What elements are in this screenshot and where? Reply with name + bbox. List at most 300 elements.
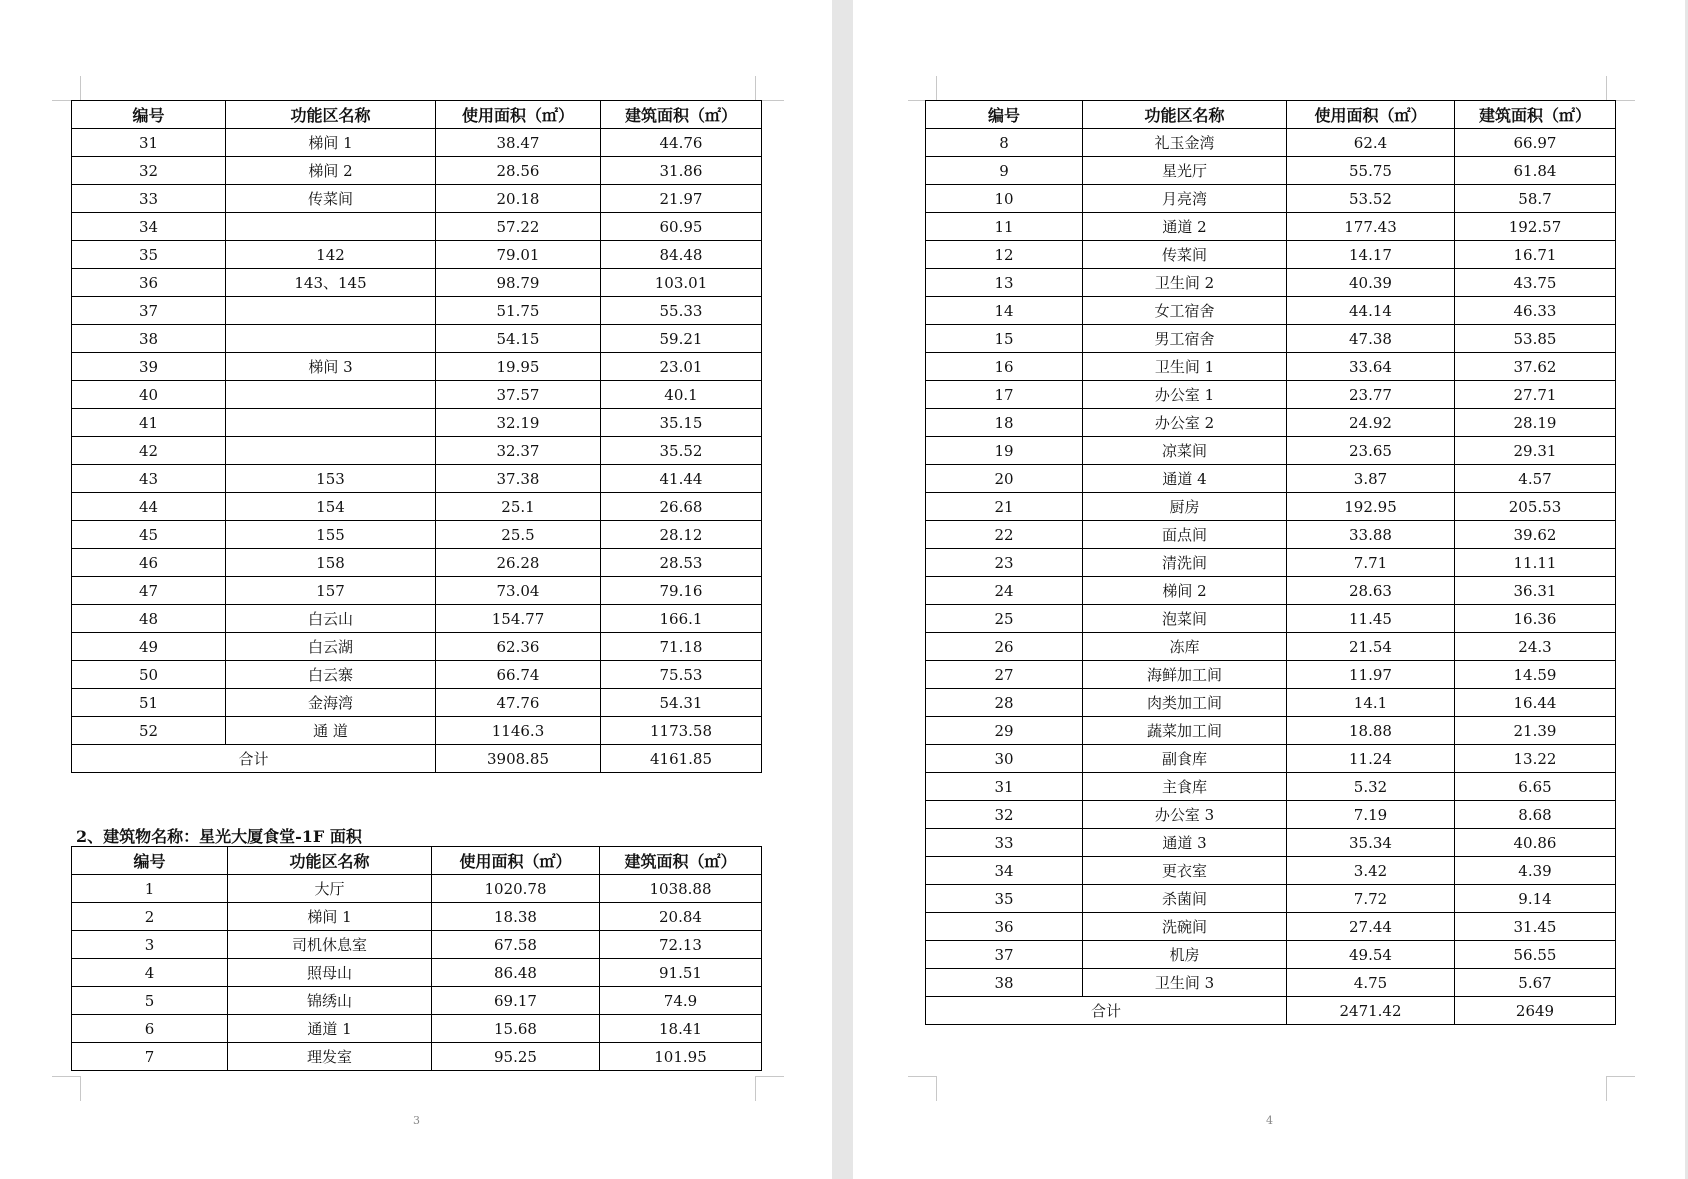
header-building-area: 建筑面积（㎡）	[600, 847, 762, 875]
row-id: 43	[72, 465, 226, 493]
row-function-area	[226, 381, 436, 409]
table-row	[926, 129, 1616, 157]
table-row	[72, 157, 762, 185]
row-building-area: 101.95	[600, 1043, 762, 1071]
row-id: 36	[72, 269, 226, 297]
row-id: 8	[926, 129, 1083, 157]
row-id: 41	[72, 409, 226, 437]
page-number: 4	[1266, 1114, 1273, 1127]
row-id: 35	[72, 241, 226, 269]
row-building-area: 28.12	[601, 521, 762, 549]
row-id: 50	[72, 661, 226, 689]
row-function-area: 白云寨	[226, 661, 436, 689]
table-row	[926, 913, 1616, 941]
row-usable-area: 21.54	[1287, 633, 1455, 661]
row-id: 40	[72, 381, 226, 409]
row-building-area: 39.62	[1455, 521, 1616, 549]
table-row	[926, 689, 1616, 717]
row-building-area: 59.21	[601, 325, 762, 353]
margin-mark-bottom-left	[52, 1076, 81, 1101]
row-usable-area: 95.25	[432, 1043, 600, 1071]
row-usable-area: 3.87	[1287, 465, 1455, 493]
row-id: 15	[926, 325, 1083, 353]
row-id: 13	[926, 269, 1083, 297]
row-function-area: 卫生间 2	[1083, 269, 1287, 297]
row-function-area: 泡菜间	[1083, 605, 1287, 633]
table-row	[926, 381, 1616, 409]
row-function-area: 厨房	[1083, 493, 1287, 521]
row-id: 48	[72, 605, 226, 633]
margin-mark-top-left	[908, 76, 937, 101]
row-building-area: 18.41	[600, 1015, 762, 1043]
row-id: 49	[72, 633, 226, 661]
row-function-area: 杀菌间	[1083, 885, 1287, 913]
row-function-area: 司机休息室	[228, 931, 432, 959]
row-building-area: 58.7	[1455, 185, 1616, 213]
row-id: 23	[926, 549, 1083, 577]
row-usable-area: 40.39	[1287, 269, 1455, 297]
row-usable-area: 28.56	[436, 157, 601, 185]
row-usable-area: 47.76	[436, 689, 601, 717]
row-id: 12	[926, 241, 1083, 269]
document-page-4	[853, 0, 1685, 1179]
row-usable-area: 3.42	[1287, 857, 1455, 885]
table-row	[72, 959, 762, 987]
row-id: 44	[72, 493, 226, 521]
row-id: 42	[72, 437, 226, 465]
row-building-area: 205.53	[1455, 493, 1616, 521]
table-row	[926, 717, 1616, 745]
row-function-area: 男工宿舍	[1083, 325, 1287, 353]
row-function-area: 理发室	[228, 1043, 432, 1071]
table-row	[926, 773, 1616, 801]
row-usable-area: 25.5	[436, 521, 601, 549]
row-id: 51	[72, 689, 226, 717]
total-row	[72, 745, 762, 773]
table-row	[926, 465, 1616, 493]
row-building-area: 66.97	[1455, 129, 1616, 157]
row-usable-area: 66.74	[436, 661, 601, 689]
row-building-area: 21.39	[1455, 717, 1616, 745]
table-row	[72, 521, 762, 549]
area-table-page4	[925, 100, 1616, 1025]
table-row	[926, 633, 1616, 661]
row-building-area: 28.53	[601, 549, 762, 577]
row-usable-area: 1020.78	[432, 875, 600, 903]
row-building-area: 84.48	[601, 241, 762, 269]
row-usable-area: 7.71	[1287, 549, 1455, 577]
row-usable-area: 51.75	[436, 297, 601, 325]
row-function-area	[226, 213, 436, 241]
header-function-area: 功能区名称	[228, 847, 432, 875]
row-id: 16	[926, 353, 1083, 381]
table-header-row	[926, 101, 1616, 129]
row-usable-area: 67.58	[432, 931, 600, 959]
row-usable-area: 62.36	[436, 633, 601, 661]
row-function-area: 大厅	[228, 875, 432, 903]
row-function-area: 通 道	[226, 717, 436, 745]
row-function-area: 白云湖	[226, 633, 436, 661]
table-row	[72, 717, 762, 745]
row-function-area	[226, 437, 436, 465]
row-building-area: 60.95	[601, 213, 762, 241]
table-row	[72, 1015, 762, 1043]
margin-mark-bottom-left	[908, 1076, 937, 1101]
row-function-area: 锦绣山	[228, 987, 432, 1015]
row-function-area	[226, 297, 436, 325]
row-function-area: 办公室 3	[1083, 801, 1287, 829]
table-row	[72, 1043, 762, 1071]
row-id: 47	[72, 577, 226, 605]
header-id: 编号	[72, 101, 226, 129]
row-function-area	[226, 325, 436, 353]
row-building-area: 5.67	[1455, 969, 1616, 997]
row-usable-area: 25.1	[436, 493, 601, 521]
row-function-area: 梯间 1	[226, 129, 436, 157]
row-id: 46	[72, 549, 226, 577]
row-building-area: 1173.58	[601, 717, 762, 745]
row-id: 10	[926, 185, 1083, 213]
row-usable-area: 73.04	[436, 577, 601, 605]
row-building-area: 37.62	[1455, 353, 1616, 381]
row-function-area: 梯间 2	[226, 157, 436, 185]
row-id: 29	[926, 717, 1083, 745]
row-usable-area: 86.48	[432, 959, 600, 987]
row-id: 18	[926, 409, 1083, 437]
margin-mark-top-right	[755, 76, 784, 101]
area-table-continued	[71, 100, 762, 773]
row-usable-area: 32.37	[436, 437, 601, 465]
row-building-area: 36.31	[1455, 577, 1616, 605]
row-usable-area: 54.15	[436, 325, 601, 353]
header-building-area: 建筑面积（㎡）	[601, 101, 762, 129]
row-building-area: 4.39	[1455, 857, 1616, 885]
row-function-area: 154	[226, 493, 436, 521]
total-row	[926, 997, 1616, 1025]
row-building-area: 23.01	[601, 353, 762, 381]
row-id: 34	[72, 213, 226, 241]
table-row	[926, 269, 1616, 297]
row-building-area: 11.11	[1455, 549, 1616, 577]
row-building-area: 35.52	[601, 437, 762, 465]
row-usable-area: 14.17	[1287, 241, 1455, 269]
row-building-area: 4.57	[1455, 465, 1616, 493]
row-id: 6	[72, 1015, 228, 1043]
row-building-area: 31.86	[601, 157, 762, 185]
table-header-row	[72, 101, 762, 129]
row-id: 34	[926, 857, 1083, 885]
row-function-area: 主食库	[1083, 773, 1287, 801]
table-row	[926, 213, 1616, 241]
row-building-area: 13.22	[1455, 745, 1616, 773]
row-usable-area: 38.47	[436, 129, 601, 157]
table-row	[926, 577, 1616, 605]
row-id: 31	[72, 129, 226, 157]
row-function-area: 清洗间	[1083, 549, 1287, 577]
row-id: 19	[926, 437, 1083, 465]
header-function-area: 功能区名称	[1083, 101, 1287, 129]
row-id: 1	[72, 875, 228, 903]
row-building-area: 26.68	[601, 493, 762, 521]
row-building-area: 28.19	[1455, 409, 1616, 437]
area-table-1f	[71, 846, 762, 1071]
table-row	[926, 297, 1616, 325]
row-building-area: 46.33	[1455, 297, 1616, 325]
row-usable-area: 11.97	[1287, 661, 1455, 689]
row-building-area: 41.44	[601, 465, 762, 493]
table-row	[926, 605, 1616, 633]
row-usable-area: 24.92	[1287, 409, 1455, 437]
row-function-area: 金海湾	[226, 689, 436, 717]
row-function-area: 更衣室	[1083, 857, 1287, 885]
total-building-area: 2649	[1455, 997, 1616, 1025]
row-function-area: 照母山	[228, 959, 432, 987]
table-row	[72, 353, 762, 381]
row-usable-area: 7.72	[1287, 885, 1455, 913]
row-id: 37	[72, 297, 226, 325]
row-id: 33	[926, 829, 1083, 857]
table-row	[926, 409, 1616, 437]
header-id: 编号	[72, 847, 228, 875]
row-id: 4	[72, 959, 228, 987]
row-building-area: 44.76	[601, 129, 762, 157]
row-building-area: 91.51	[600, 959, 762, 987]
row-function-area: 通道 4	[1083, 465, 1287, 493]
table-row	[926, 521, 1616, 549]
row-building-area: 72.13	[600, 931, 762, 959]
row-usable-area: 35.34	[1287, 829, 1455, 857]
row-function-area: 传菜间	[226, 185, 436, 213]
row-usable-area: 69.17	[432, 987, 600, 1015]
row-id: 5	[72, 987, 228, 1015]
row-building-area: 27.71	[1455, 381, 1616, 409]
table-row	[72, 269, 762, 297]
row-building-area: 9.14	[1455, 885, 1616, 913]
header-function-area: 功能区名称	[226, 101, 436, 129]
row-building-area: 16.36	[1455, 605, 1616, 633]
table-header-row	[72, 847, 762, 875]
row-function-area: 月亮湾	[1083, 185, 1287, 213]
row-building-area: 166.1	[601, 605, 762, 633]
row-building-area: 8.68	[1455, 801, 1616, 829]
row-building-area: 61.84	[1455, 157, 1616, 185]
row-function-area: 面点间	[1083, 521, 1287, 549]
row-function-area: 通道 2	[1083, 213, 1287, 241]
row-function-area	[226, 409, 436, 437]
row-function-area: 传菜间	[1083, 241, 1287, 269]
row-function-area: 副食库	[1083, 745, 1287, 773]
row-id: 20	[926, 465, 1083, 493]
row-building-area: 31.45	[1455, 913, 1616, 941]
row-usable-area: 27.44	[1287, 913, 1455, 941]
row-building-area: 21.97	[601, 185, 762, 213]
margin-mark-top-left	[52, 76, 81, 101]
row-id: 32	[926, 801, 1083, 829]
row-id: 30	[926, 745, 1083, 773]
table-row	[72, 213, 762, 241]
row-id: 2	[72, 903, 228, 931]
row-id: 21	[926, 493, 1083, 521]
row-function-area: 卫生间 1	[1083, 353, 1287, 381]
row-id: 11	[926, 213, 1083, 241]
row-function-area: 洗碗间	[1083, 913, 1287, 941]
table-row	[926, 549, 1616, 577]
table-row	[926, 661, 1616, 689]
row-function-area: 冻库	[1083, 633, 1287, 661]
row-function-area: 梯间 3	[226, 353, 436, 381]
row-usable-area: 19.95	[436, 353, 601, 381]
row-building-area: 103.01	[601, 269, 762, 297]
row-id: 35	[926, 885, 1083, 913]
row-usable-area: 4.75	[1287, 969, 1455, 997]
row-function-area: 蔬菜加工间	[1083, 717, 1287, 745]
row-function-area: 肉类加工间	[1083, 689, 1287, 717]
row-id: 52	[72, 717, 226, 745]
row-id: 27	[926, 661, 1083, 689]
row-id: 45	[72, 521, 226, 549]
row-function-area: 通道 1	[228, 1015, 432, 1043]
document-page-3	[0, 0, 832, 1179]
table-row	[926, 801, 1616, 829]
row-usable-area: 5.32	[1287, 773, 1455, 801]
row-usable-area: 11.24	[1287, 745, 1455, 773]
table-row	[72, 875, 762, 903]
row-id: 25	[926, 605, 1083, 633]
row-usable-area: 26.28	[436, 549, 601, 577]
total-building-area: 4161.85	[601, 745, 762, 773]
row-usable-area: 154.77	[436, 605, 601, 633]
row-usable-area: 32.19	[436, 409, 601, 437]
row-building-area: 54.31	[601, 689, 762, 717]
row-id: 3	[72, 931, 228, 959]
table-row	[926, 353, 1616, 381]
header-id: 编号	[926, 101, 1083, 129]
row-usable-area: 33.64	[1287, 353, 1455, 381]
row-building-area: 192.57	[1455, 213, 1616, 241]
table-row	[72, 325, 762, 353]
row-usable-area: 53.52	[1287, 185, 1455, 213]
table-row	[926, 885, 1616, 913]
total-label: 合计	[926, 997, 1287, 1025]
row-function-area: 星光厅	[1083, 157, 1287, 185]
row-function-area: 143、145	[226, 269, 436, 297]
table-row	[72, 549, 762, 577]
row-usable-area: 192.95	[1287, 493, 1455, 521]
header-building-area: 建筑面积（㎡）	[1455, 101, 1616, 129]
row-usable-area: 44.14	[1287, 297, 1455, 325]
row-function-area: 办公室 2	[1083, 409, 1287, 437]
row-building-area: 16.71	[1455, 241, 1616, 269]
row-function-area: 女工宿舍	[1083, 297, 1287, 325]
row-building-area: 40.1	[601, 381, 762, 409]
row-usable-area: 14.1	[1287, 689, 1455, 717]
header-usable-area: 使用面积（㎡）	[436, 101, 601, 129]
row-building-area: 43.75	[1455, 269, 1616, 297]
table-row	[72, 381, 762, 409]
row-usable-area: 55.75	[1287, 157, 1455, 185]
margin-mark-bottom-right	[755, 1076, 784, 1101]
row-id: 38	[72, 325, 226, 353]
header-usable-area: 使用面积（㎡）	[1287, 101, 1455, 129]
row-usable-area: 15.68	[432, 1015, 600, 1043]
section-title: 2、建筑物名称：星光大厦食堂-1F 面积	[76, 827, 362, 846]
row-usable-area: 18.38	[432, 903, 600, 931]
row-id: 32	[72, 157, 226, 185]
row-usable-area: 33.88	[1287, 521, 1455, 549]
table-row	[72, 297, 762, 325]
row-usable-area: 23.77	[1287, 381, 1455, 409]
row-building-area: 14.59	[1455, 661, 1616, 689]
row-function-area: 157	[226, 577, 436, 605]
row-id: 38	[926, 969, 1083, 997]
row-building-area: 40.86	[1455, 829, 1616, 857]
row-usable-area: 57.22	[436, 213, 601, 241]
table-row	[72, 605, 762, 633]
table-row	[72, 577, 762, 605]
margin-mark-bottom-right	[1606, 1076, 1635, 1101]
row-function-area: 梯间 2	[1083, 577, 1287, 605]
table-row	[926, 437, 1616, 465]
row-id: 39	[72, 353, 226, 381]
table-row	[926, 493, 1616, 521]
page-number: 3	[413, 1114, 420, 1127]
row-usable-area: 177.43	[1287, 213, 1455, 241]
row-building-area: 79.16	[601, 577, 762, 605]
table-row	[926, 941, 1616, 969]
row-function-area: 158	[226, 549, 436, 577]
row-usable-area: 18.88	[1287, 717, 1455, 745]
header-usable-area: 使用面积（㎡）	[432, 847, 600, 875]
row-function-area: 153	[226, 465, 436, 493]
table-row	[72, 185, 762, 213]
table-row	[72, 241, 762, 269]
row-function-area: 卫生间 3	[1083, 969, 1287, 997]
row-building-area: 20.84	[600, 903, 762, 931]
total-usable-area: 2471.42	[1287, 997, 1455, 1025]
row-building-area: 16.44	[1455, 689, 1616, 717]
row-id: 9	[926, 157, 1083, 185]
row-id: 14	[926, 297, 1083, 325]
row-usable-area: 7.19	[1287, 801, 1455, 829]
row-usable-area: 11.45	[1287, 605, 1455, 633]
row-building-area: 53.85	[1455, 325, 1616, 353]
row-usable-area: 62.4	[1287, 129, 1455, 157]
row-id: 7	[72, 1043, 228, 1071]
table-row	[926, 241, 1616, 269]
table-row	[926, 185, 1616, 213]
row-function-area: 155	[226, 521, 436, 549]
row-usable-area: 23.65	[1287, 437, 1455, 465]
row-id: 37	[926, 941, 1083, 969]
table-row	[72, 931, 762, 959]
margin-mark-top-right	[1606, 76, 1635, 101]
row-function-area: 142	[226, 241, 436, 269]
row-usable-area: 98.79	[436, 269, 601, 297]
table-row	[926, 829, 1616, 857]
row-building-area: 75.53	[601, 661, 762, 689]
table-row	[926, 157, 1616, 185]
row-building-area: 24.3	[1455, 633, 1616, 661]
row-building-area: 71.18	[601, 633, 762, 661]
row-id: 22	[926, 521, 1083, 549]
row-building-area: 55.33	[601, 297, 762, 325]
table-row	[72, 129, 762, 157]
table-row	[926, 745, 1616, 773]
row-building-area: 35.15	[601, 409, 762, 437]
row-id: 17	[926, 381, 1083, 409]
table-row	[72, 903, 762, 931]
row-id: 26	[926, 633, 1083, 661]
